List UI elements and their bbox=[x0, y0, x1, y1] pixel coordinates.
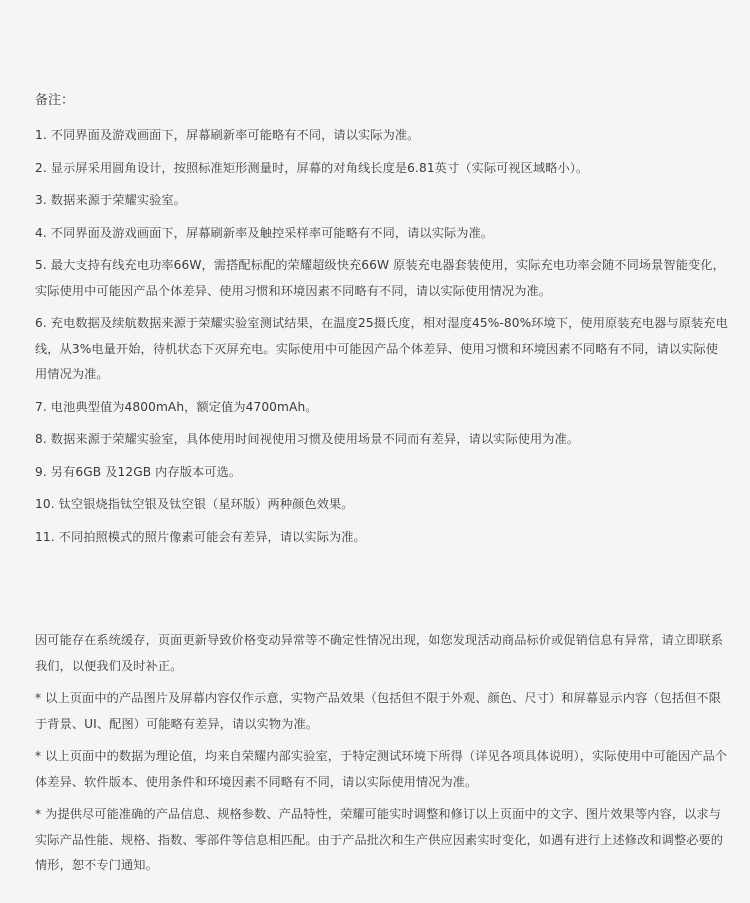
note-item-7: 7. 电池典型值为4800mAh，额定值为4700mAh。 bbox=[35, 399, 318, 414]
note-item-5: 5. 最大支持有线充电功率66W，需搭配标配的荣耀超级快充66W 原装充电器套装使用，实际充电功率会随不同场景智能变化，实际使用中可能因产品个体差异、使用习惯和环境因素不同略有不同，请以实际使用情况为准。 bbox=[35, 258, 725, 298]
notes-title: 备注： bbox=[35, 93, 75, 108]
disclaimer-cache-notice: 因可能存在系统缓存，页面更新导致价格变动异常等不确定性情况出现，如您发现活动商品标价或促销信息有异常，请立即联系我们，以便我们及时补正。 bbox=[35, 633, 724, 673]
disclaimer-image-notice: * 以上页面中的产品图片及屏幕内容仅作示意，实物产品效果（包括但不限于外观、颜色、尺寸）和屏幕显示内容（包括但不限于背景、UI、配图）可能略有差异，请以实物为准。 bbox=[35, 691, 721, 731]
note-item-8: 8. 数据来源于荣耀实验室，具体使用时间视使用习惯及使用场景不同而有差异，请以实际使用为准。 bbox=[35, 432, 580, 446]
disclaimer-data-notice: * 以上页面中的数据为理论值，均来自荣耀内部实验室，于特定测试环境下所得（详见各项具体说明），实际使用中可能因产品个体差异、软件版本、使用条件和环境因素不同略有不同，请以实际使用情况为准。 bbox=[35, 749, 728, 789]
note-item-6: 6. 充电数据及续航数据来源于荣耀实验室测试结果，在温度25摄氏度，相对湿度45%-80%环境下，使用原装充电器与原装充电线，从3%电量开始，待机状态下灭屏充电。实际使用中可能因产品个体差异、使用习惯和环境因素不同略有不同，请以实际使用情况为准。 bbox=[35, 316, 728, 381]
note-item-4: 4. 不同界面及游戏画面下，屏幕刷新率及触控采样率可能略有不同，请以实际为准。 bbox=[35, 225, 494, 240]
note-item-10: 10. 钛空银烧指钛空银及钛空银（星环版）两种颜色效果。 bbox=[35, 497, 354, 511]
notes-list bbox=[35, 123, 728, 550]
note-item-3: 3. 数据来源于荣耀实验室。 bbox=[35, 193, 186, 207]
note-item-1: 1. 不同界面及游戏画面下，屏幕刷新率可能略有不同，请以实际为准。 bbox=[35, 128, 420, 142]
note-item-2: 2. 显示屏采用圆角设计，按照标准矩形测量时，屏幕的对角线长度是6.81英寸（实际可视区域略小）。 bbox=[35, 160, 589, 175]
disclaimer-section bbox=[35, 628, 728, 879]
note-item-11: 11. 不同拍照模式的照片像素可能会有差异，请以实际为准。 bbox=[35, 529, 366, 544]
note-item-9: 9. 另有6GB 及12GB 内存版本可选。 bbox=[35, 464, 242, 479]
disclaimer-revision-notice: * 为提供尽可能准确的产品信息、规格参数、产品特性，荣耀可能实时调整和修订以上页面中的文字、图片效果等内容，以求与实际产品性能、规格、指数、零部件等信息相匹配。由于产品批次和生产供应因素实时变化，如遇有进行上述修改和调整必要的情形，恕不专门通知。 bbox=[35, 807, 724, 872]
